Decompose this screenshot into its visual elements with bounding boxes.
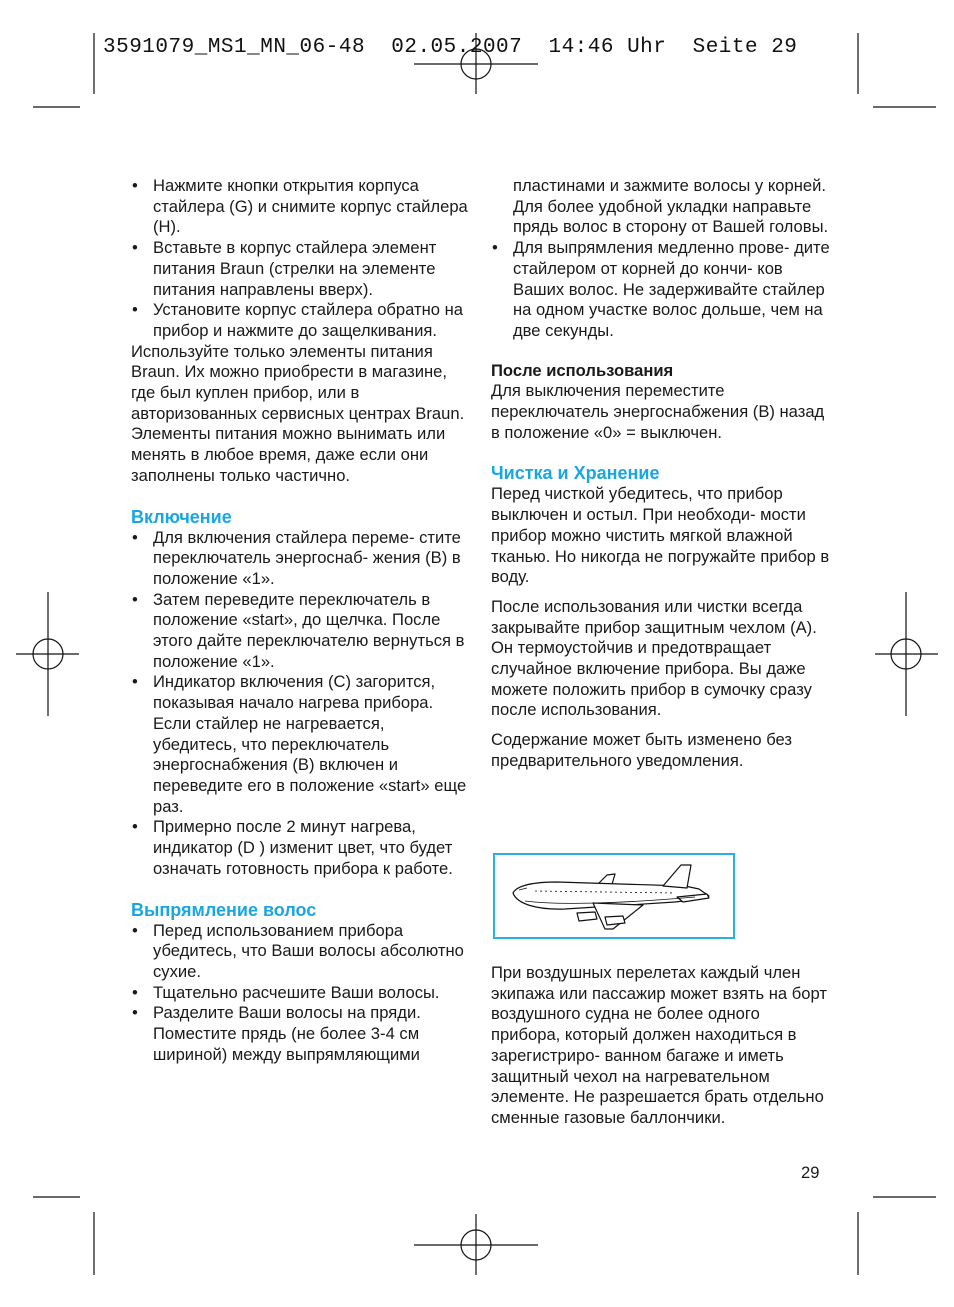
list-item: • Затем переведите переключатель в положение «start», до щелчка. После этого дайте переключателю вернуться в положение «1». [131,590,471,673]
airplane-illustration-frame [493,853,735,939]
list-item: • Для включения стайлера переме- стите переключатель энергоснаб- жения (B) в положение «1». [131,528,471,590]
battery-info-paragraph: Используйте только элементы питания Braun. Их можно приобрести в магазине, где был куплен прибор, или в авторизованных сервисных центрах Braun. [131,341,465,423]
airplane-icon [495,855,733,937]
list-item: • Нажмите кнопки открытия корпуса стайлера (G) и снимите корпус стайлера (H). [131,176,471,238]
section-heading-after-use: После использования [491,360,674,380]
air-travel-paragraph: При воздушных перелетах каждый член экипажа или пассажир может взять на борт воздушного судна не более одного прибора, который должен находиться в зарегистриро- ванном багаже и иметь защитный чехол на нагревательном элементе. Не разрешается брать отдельно сменные газовые баллончики. [491,963,827,1127]
crosshair-registration-mark [414,1214,538,1275]
crosshair-registration-mark [16,592,79,716]
list-item: • Для выпрямления медленно прове- дите стайлером от корней до кончи- ков Ваших волос. Не задерживайте стайлер на одном участке волос дольше, чем на две секунды. [491,238,831,342]
crosshair-registration-mark [875,592,938,716]
battery-replace-paragraph: Элементы питания можно вынимать или менять в любое время, даже если они заполнены только частично. [131,424,446,485]
intro-bullet-list [131,176,471,342]
section-heading-cleaning: Чистка и Хранение [491,463,660,484]
straightening-bullet-list [131,921,471,1066]
list-item: • Установите корпус стайлера обратно на прибор и нажмите до защелкивания. [131,300,471,341]
section-heading-switch-on: Включение [131,506,232,527]
right-column [491,176,831,772]
storage-paragraph: После использования или чистки всегда закрывайте прибор защитным чехлом (A). Он термоустойчив и предотвращает случайное включение прибора. Вы даже можете положить прибор в сумочку сразу после использования. [491,596,817,720]
list-item: • Перед использованием прибора убедитесь, что Ваши волосы абсолютно сухие. [131,921,471,983]
section-heading-straightening: Выпрямление волос [131,899,317,920]
straightening-bullet-list-continued [491,238,831,342]
disclaimer-paragraph: Содержание может быть изменено без предварительного уведомления. [491,730,793,770]
after-use-paragraph: Для выключения переместите переключатель энергоснабжения (B) назад в положение «0» = выключен. [491,381,825,442]
cleaning-paragraph: Перед чисткой убедитесь, что прибор выключен и остыл. При необходи- мости прибор можно чистить мягкой влажной тканью. Но никогда не погружайте прибор в воду. [491,484,830,587]
travel-text-block [491,963,831,1129]
page-number: 29 [801,1163,820,1182]
list-item: • Индикатор включения (C) загорится, показывая начало нагрева прибора. Если стайлер не нагревается, убедитесь, что переключатель энергоснабжения (B) включен и переведите его в положение «start» еще раз. [131,672,471,817]
switch-on-bullet-list [131,528,471,880]
list-item: • Примерно после 2 минут нагрева, индикатор (D ) изменит цвет, что будет означать готовность прибора к работе. [131,817,471,879]
print-slug-header: 3591079_MS1_MN_06-48 02.05.2007 14:46 Uhr Seite 29 [103,36,798,59]
list-item: • Вставьте в корпус стайлера элемент питания Braun (стрелки на элементе питания направлены вверх). [131,238,471,300]
list-item: • Тщательно расчешите Ваши волосы. [131,983,471,1004]
continuation-paragraph: пластинами и зажмите волосы у корней. Для более удобной укладки направьте прядь волос в сторону от Вашей головы. [513,176,829,237]
list-item: • Разделите Ваши волосы на пряди. Поместите прядь (не более 3-4 см шириной) между выпрямляющими [131,1003,471,1065]
left-column [131,176,471,1065]
